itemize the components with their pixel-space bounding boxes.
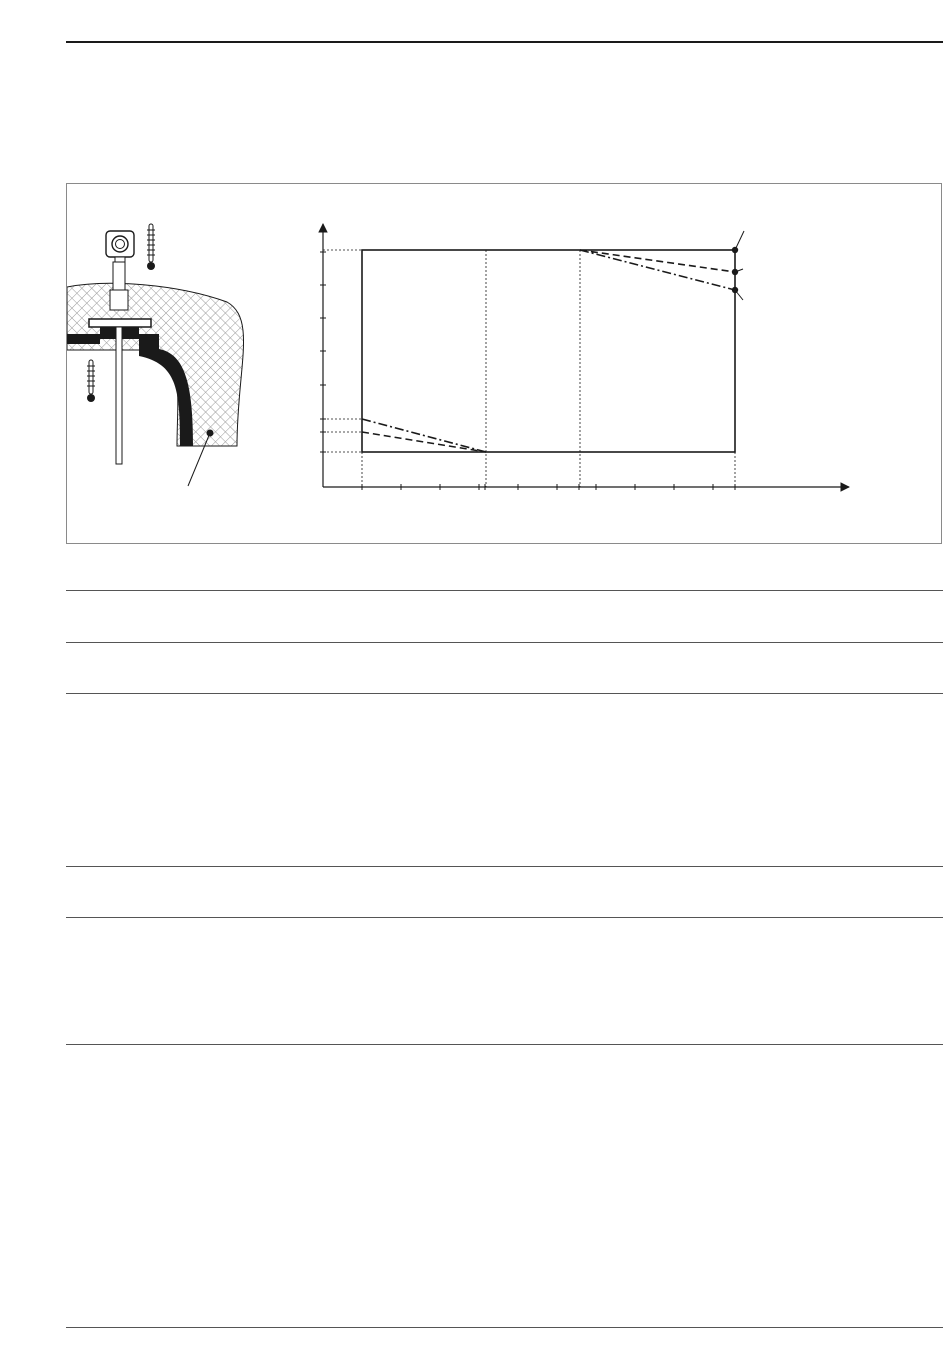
derating-line-dashed xyxy=(580,250,735,272)
operating-window xyxy=(362,250,735,452)
table-row-rule xyxy=(66,693,943,694)
transmitter-head-icon xyxy=(106,231,134,262)
table-row-rule xyxy=(66,917,943,918)
thermometer-icon xyxy=(87,360,95,402)
header-rule xyxy=(66,41,943,43)
table-row-rule xyxy=(66,866,943,867)
marker-leader xyxy=(735,290,743,300)
flange xyxy=(89,319,151,327)
derating-chart xyxy=(320,224,849,490)
derating-line-dashdot xyxy=(362,419,486,452)
table-row-rule xyxy=(66,1044,943,1045)
temperature-derating-figure xyxy=(66,183,942,544)
transmitter-neck xyxy=(113,262,125,290)
figure-canvas xyxy=(67,184,942,544)
tank-wall xyxy=(67,334,100,344)
table-row-rule xyxy=(66,1327,943,1328)
derating-line-dashdot xyxy=(580,250,735,290)
marker-leader xyxy=(735,231,744,250)
probe-rod xyxy=(116,327,122,464)
table-row-rule xyxy=(66,642,943,643)
process-connection xyxy=(110,290,128,310)
tank-illustration xyxy=(67,224,244,486)
table-row-rule xyxy=(66,590,943,591)
thermometer-icon xyxy=(147,224,155,270)
